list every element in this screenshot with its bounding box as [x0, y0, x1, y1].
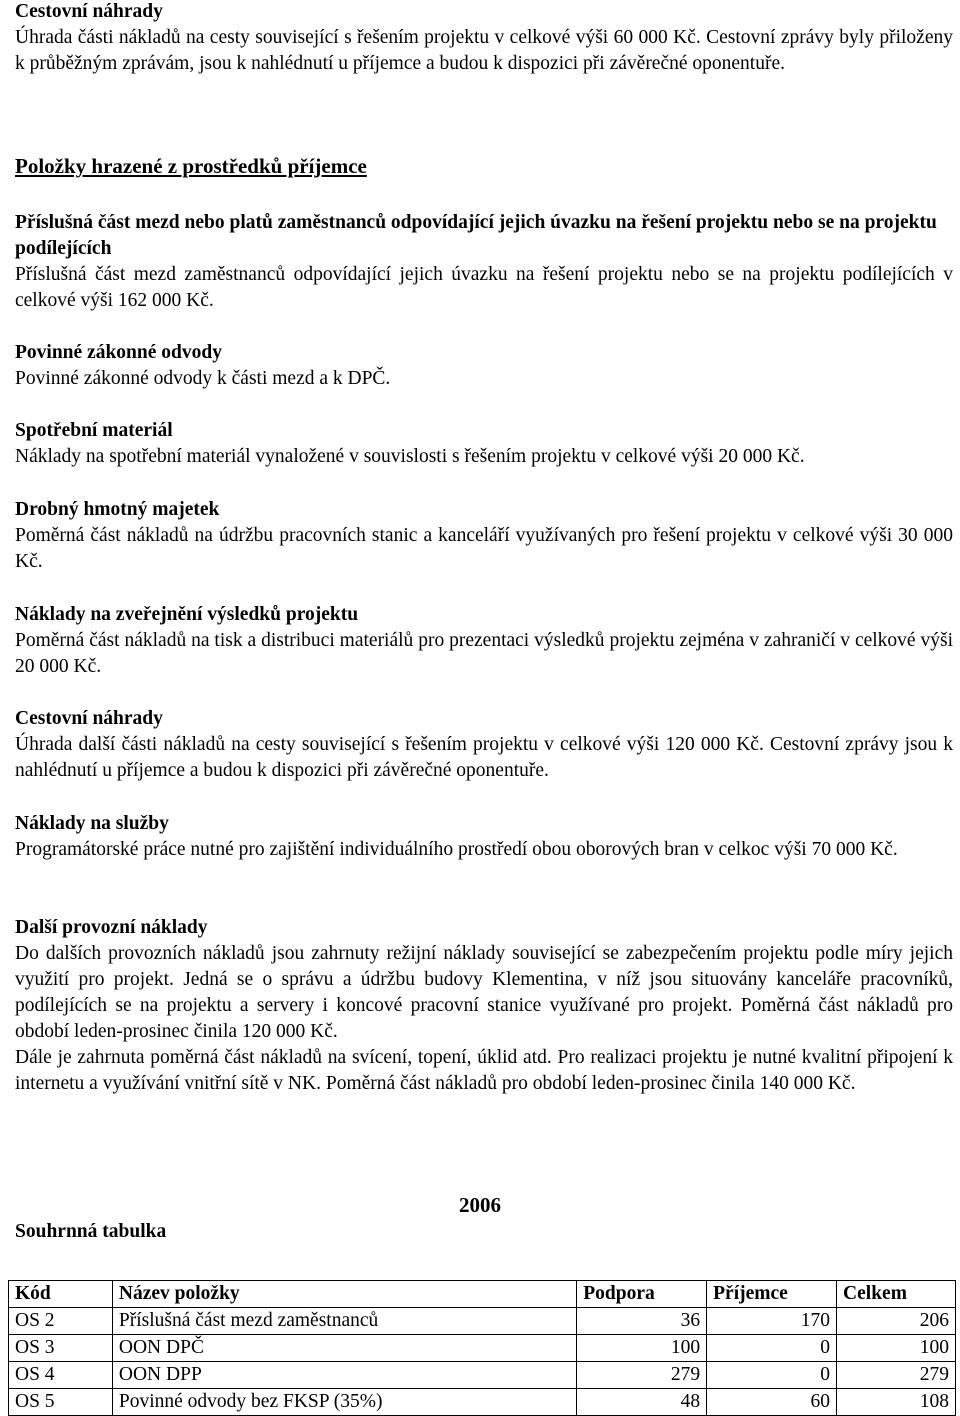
cell-prijemce: 170	[707, 1308, 837, 1335]
section-odvody	[15, 340, 953, 392]
table-row	[9, 1362, 956, 1389]
column-header-prijemce: Příjemce	[707, 1281, 837, 1308]
section-heading: Náklady na služby	[15, 813, 169, 834]
section-mzdy	[15, 210, 953, 314]
cell-podpora: 279	[577, 1362, 707, 1389]
cell-nazev: OON DPP	[112, 1362, 576, 1389]
cell-nazev: Příslušná část mezd zaměstnanců	[112, 1308, 576, 1335]
section-text: Povinné zákonné odvody k části mezd a k DPČ.	[15, 368, 391, 389]
section-text: Náklady na spotřební materiál vynaložené v souvislosti s řešením projektu v celkové výši 20 000 Kč.	[15, 446, 805, 467]
section-text: Programátorské práce nutné pro zajištění individuálního prostředí obou oborových bran v celkoc výši 70 000 Kč.	[15, 839, 898, 860]
section-drobny-majetek	[15, 497, 953, 575]
cell-celkem: 279	[837, 1362, 956, 1389]
cell-kod: OS 2	[9, 1308, 113, 1335]
column-header-nazev: Název položky	[112, 1281, 576, 1308]
section-cestovni-nahrady-2	[15, 706, 953, 784]
section-text: Úhrada části nákladů na cesty související s řešením projektu v celkové výši 60 000 Kč. Cestovní zprávy byly přiloženy k průběžným zprávám, jsou k nahlédnutí u příjemce a budou k dispozici při závěrečné oponentuře.	[15, 27, 953, 74]
section-heading: Náklady na zveřejnění výsledků projektu	[15, 604, 359, 625]
section-heading: Cestovní náhrady	[15, 1, 163, 22]
section-heading: Povinné zákonné odvody	[15, 342, 222, 363]
section-text: Do dalších provozních nákladů jsou zahrnuty režijní náklady související se zabezpečením projektu podle míry jejich využití pro projekt. Jedná se o správu a údržbu budovy Klementina, v níž jsou situovány kanceláře pracovníků, podílejících se na projektu a servery i koncové pracovní stanice využívané pro projekt. Poměrná část nákladů pro období leden-prosinec činila 120 000 Kč.	[15, 943, 953, 1042]
column-header-podpora: Podpora	[577, 1281, 707, 1308]
table-row	[9, 1308, 956, 1335]
section-zverejneni	[15, 602, 953, 680]
summary-title: Souhrnná tabulka	[15, 1221, 167, 1242]
main-title: Položky hrazené z prostředků příjemce	[15, 154, 367, 178]
section-spotrebni-material	[15, 418, 953, 470]
section-heading: Cestovní náhrady	[15, 708, 163, 729]
cell-prijemce: 0	[707, 1362, 837, 1389]
cell-prijemce: 0	[707, 1335, 837, 1362]
cell-podpora: 48	[577, 1389, 707, 1416]
summary-table	[8, 1280, 956, 1416]
section-text: Úhrada další části nákladů na cesty související s řešením projektu v celkové výši 120 000 Kč. Cestovní zprávy jsou k nahlédnutí u příjemce a budou k dispozici při závěrečné oponentuře.	[15, 734, 953, 781]
section-provozni-naklady	[15, 915, 953, 1097]
main-title-block	[15, 153, 953, 179]
section-heading: Další provozní náklady	[15, 917, 208, 938]
cell-celkem: 206	[837, 1308, 956, 1335]
cell-podpora: 100	[577, 1335, 707, 1362]
cell-prijemce: 60	[707, 1389, 837, 1416]
table-row	[9, 1335, 956, 1362]
cell-kod: OS 5	[9, 1389, 113, 1416]
cell-kod: OS 3	[9, 1335, 113, 1362]
cell-nazev: Povinné odvody bez FKSP (35%)	[112, 1389, 576, 1416]
cell-celkem: 100	[837, 1335, 956, 1362]
section-text: Příslušná část mezd zaměstnanců odpovídající jejich úvazku na řešení projektu nebo se na projektu podílejících v celkové výši 162 000 Kč.	[15, 264, 953, 311]
section-text: Poměrná část nákladů na tisk a distribuci materiálů pro prezentaci výsledků projektu zejména v zahraničí v celkové výši 20 000 Kč.	[15, 630, 953, 677]
section-heading: Příslušná část mezd nebo platů zaměstnanců odpovídající jejich úvazku na řešení projektu nebo se na projektu podílejících	[15, 212, 937, 259]
cell-nazev: OON DPČ	[112, 1335, 576, 1362]
section-heading: Spotřební materiál	[15, 420, 173, 441]
column-header-celkem: Celkem	[837, 1281, 956, 1308]
section-heading: Drobný hmotný majetek	[15, 499, 220, 520]
section-text: Poměrná část nákladů na údržbu pracovních stanic a kanceláří využívaných pro řešení projektu v celkové výši 30 000 Kč.	[15, 525, 953, 572]
table-header-row	[9, 1281, 956, 1308]
cell-kod: OS 4	[9, 1362, 113, 1389]
section-text-2: Dále je zahrnuta poměrná část nákladů na svícení, topení, úklid atd. Pro realizaci projektu je nutné kvalitní připojení k internetu a využívání vnitřní sítě v NK. Poměrná část nákladů pro období leden-prosinec činila 140 000 Kč.	[15, 1047, 953, 1094]
table-row	[9, 1389, 956, 1416]
section-cestovni-nahrady-1	[15, 0, 953, 77]
cell-podpora: 36	[577, 1308, 707, 1335]
cell-celkem: 108	[837, 1389, 956, 1416]
column-header-kod: Kód	[9, 1281, 113, 1308]
year-label: 2006	[459, 1193, 501, 1217]
section-sluzby	[15, 811, 953, 863]
